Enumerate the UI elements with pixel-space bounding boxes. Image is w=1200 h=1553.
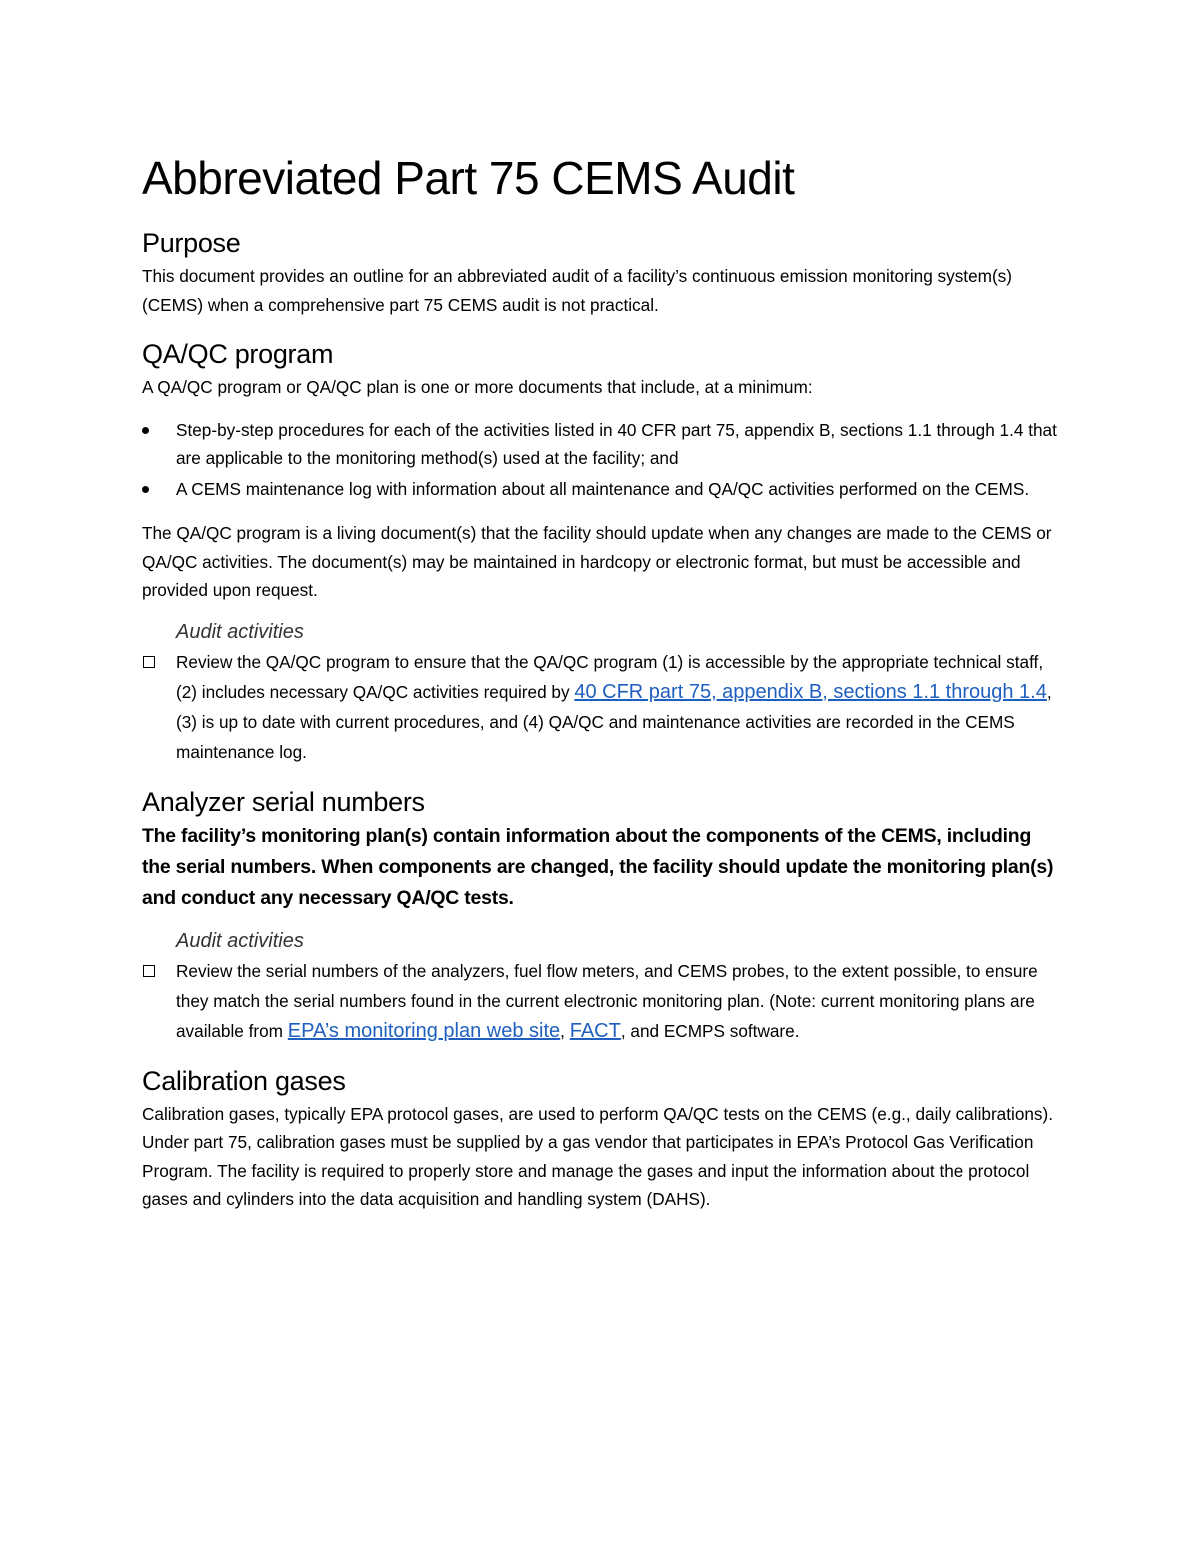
appendix-b-link[interactable]: 40 CFR part 75, appendix B, sections 1.1 through 1.4 bbox=[574, 680, 1047, 703]
document-page bbox=[142, 148, 1062, 1214]
analyzer-audit-text-1: Review the serial numbers of the analyzers, fuel flow meters, and CEMS probes, to the extent possible, to ensure they match the serial numbers found in the current electronic monitoring plan. (Note: current monitoring plans are available from bbox=[176, 960, 1038, 1041]
purpose-section bbox=[142, 226, 1062, 319]
list-item bbox=[142, 475, 1062, 504]
monitoring-plan-link[interactable]: EPA’s monitoring plan web site bbox=[287, 1019, 561, 1042]
fact-link[interactable]: FACT bbox=[569, 1019, 621, 1042]
document-title: Abbreviated Part 75 CEMS Audit bbox=[142, 152, 795, 204]
qaqc-bullet-list bbox=[142, 416, 1062, 504]
qaqc-audit-text-after: , (3) is up to date with current procedures, and (4) QA/QC and maintenance activities are recorded in the CEMS maintenance log. bbox=[176, 681, 1052, 762]
analyzer-section bbox=[142, 785, 1062, 1046]
analyzer-text: The facility’s monitoring plan(s) contain information about the components of the CEMS, including the serial numbers. When components are changed, the facility should update the monitoring plan(s) and conduct any necessary QA/QC tests. bbox=[142, 824, 1054, 909]
checkbox-icon[interactable] bbox=[143, 965, 155, 977]
calibration-heading: Calibration gases bbox=[142, 1065, 346, 1096]
qaqc-living-doc-text: The QA/QC program is a living document(s) that the facility should update when any changes are made to the CEMS or QA/QC activities. The document(s) may be maintained in hardcopy or electronic format, but must be accessible and provided upon request. bbox=[142, 523, 1052, 600]
analyzer-heading: Analyzer serial numbers bbox=[142, 786, 425, 817]
qaqc-audit-item bbox=[142, 647, 1062, 767]
qaqc-heading: QA/QC program bbox=[142, 339, 334, 369]
link-separator: , bbox=[560, 1020, 570, 1041]
qaqc-section bbox=[142, 337, 1062, 767]
analyzer-audit-text-2: , and ECMPS software. bbox=[620, 1020, 800, 1041]
purpose-text: This document provides an outline for an abbreviated audit of a facility’s continuous emission monitoring system(s) (CEMS) when a comprehensive part 75 CEMS audit is not practical. bbox=[142, 266, 1012, 315]
analyzer-audit-item bbox=[142, 956, 1062, 1046]
purpose-heading: Purpose bbox=[142, 228, 241, 258]
qaqc-intro: A QA/QC program or QA/QC plan is one or more documents that include, at a minimum: bbox=[142, 377, 813, 397]
checkbox-icon[interactable] bbox=[143, 656, 155, 668]
calibration-section bbox=[142, 1064, 1062, 1214]
analyzer-audit-heading: Audit activities bbox=[176, 929, 304, 952]
qaqc-audit-heading: Audit activities bbox=[176, 620, 304, 643]
bullet-icon bbox=[142, 427, 149, 434]
qaqc-audit-text-before: Review the QA/QC program to ensure that the QA/QC program (1) is accessible by the appropriate technical staff, (2) includes necessary QA/QC activities required by bbox=[176, 651, 1044, 702]
calibration-text: Calibration gases, typically EPA protocol gases, are used to perform QA/QC tests on the CEMS (e.g., daily calibrations). Under part 75, calibration gases must be supplied by a gas vendor that participates in EPA’s Protocol Gas Verification Program. The facility is required to properly store and manage the gases and input the information about the protocol gases and cylinders into the data acquisition and handling system (DAHS). bbox=[142, 1103, 1054, 1209]
list-item bbox=[142, 416, 1062, 473]
bullet-text: Step-by-step procedures for each of the activities listed in 40 CFR part 75, appendix B, sections 1.1 through 1.4 that are applicable to the monitoring method(s) used at the facility; and bbox=[176, 419, 1057, 468]
bullet-text: A CEMS maintenance log with information about all maintenance and QA/QC activities performed on the CEMS. bbox=[176, 478, 1030, 499]
bullet-icon bbox=[142, 486, 149, 493]
